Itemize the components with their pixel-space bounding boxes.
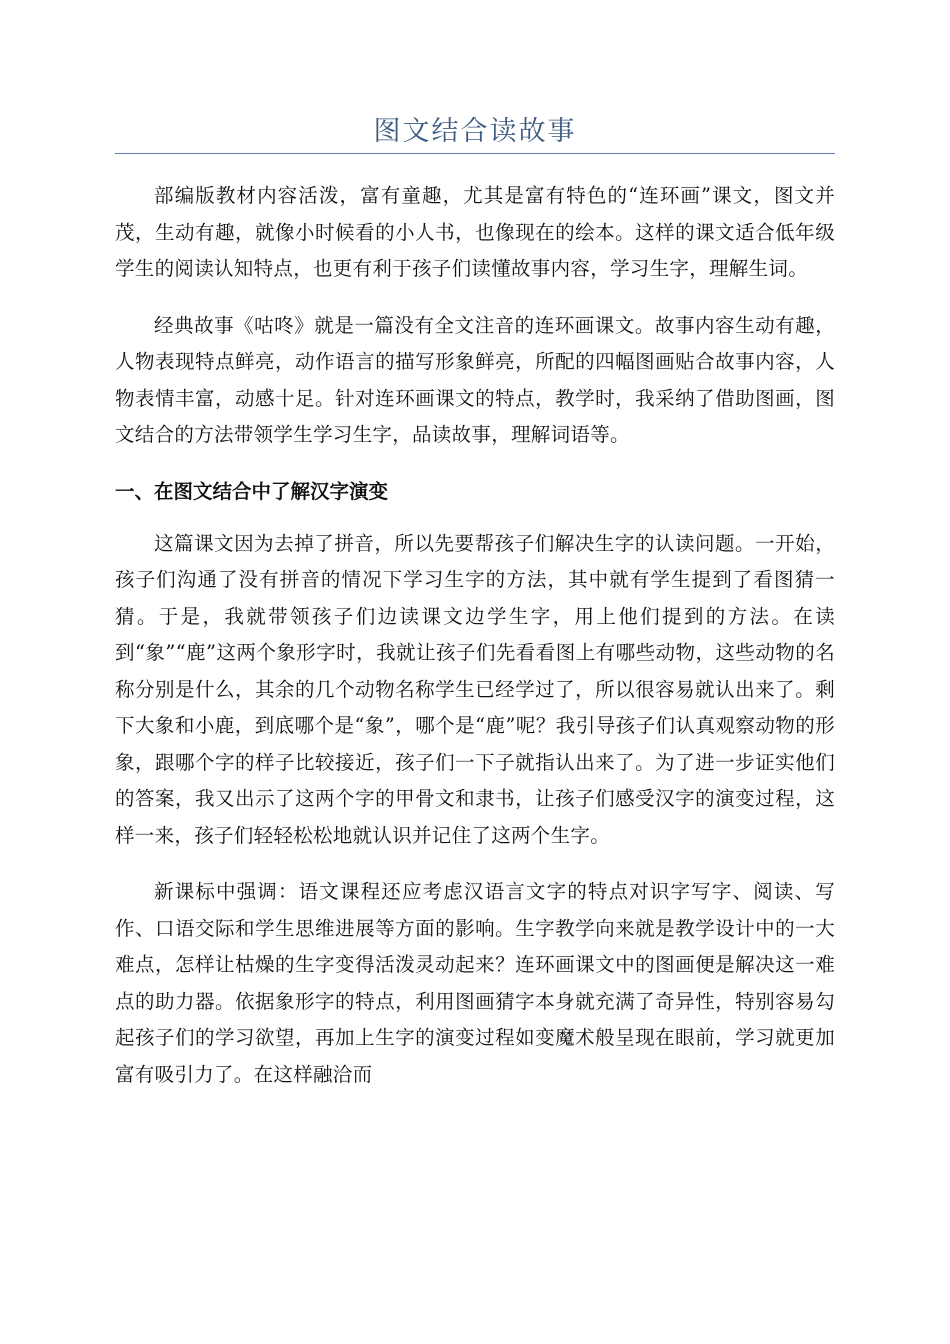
section-heading-1: 一、在图文结合中了解汉字演变 xyxy=(115,479,389,503)
section1-paragraph-2: 新课标中强调：语文课程还应考虑汉语言文字的特点对识字写字、阅读、写作、口语交际和学生思维进展等方面的影响。生字教学向来就是教学设计中的一大难点，怎样让枯燥的生字变得活泼灵动起来？连环画课文中的图画便是解决这一难点的助力器。依据象形字的特点，利用图画猜字本身就充满了奇异性，特别容易勾起孩子们的学习欲望，再加上生字的演变过程如变魔术般呈现在眼前，学习就更加富有吸引力了。在这样融洽而 xyxy=(115,880,835,1086)
document-title: 图文结合读故事 xyxy=(373,116,577,147)
intro-paragraph-1: 部编版教材内容活泼，富有童趣，尤其是富有特色的“连环画”课文，图文并茂，生动有趣，就像小时候看的小人书，也像现在的绘本。这样的课文适合低年级学生的阅读认知特点，也更有利于孩子们读懂故事内容，学习生字，理解生词。 xyxy=(115,184,835,280)
document-body xyxy=(115,178,835,1113)
intro-paragraph-2: 经典故事《咕咚》就是一篇没有全文注音的连环画课文。故事内容生动有趣，人物表现特点鲜亮，动作语言的描写形象鲜亮，所配的四幅图画贴合故事内容，人物表情丰富，动感十足。针对连环画课文的特点，教学时，我采纳了借助图画，图文结合的方法带领学生学习生字，品读故事，理解词语等。 xyxy=(115,313,835,446)
section1-paragraph-1: 这篇课文因为去掉了拼音，所以先要帮孩子们解决生字的认读问题。一开始，孩子们沟通了没有拼音的情况下学习生字的方法，其中就有学生提到了看图猜一猜。于是，我就带领孩子们边读课文边学生字，用上他们提到的方法。在读到“象”“鹿”这两个象形字时，我就让孩子们先看看图上有哪些动物，这些动物的名称分别是什么，其余的几个动物名称学生已经学过了，所以很容易就认出来了。剩下大象和小鹿，到底哪个是“象”，哪个是“鹿”呢？我引导孩子们认真观察动物的形象，跟哪个字的样子比较接近，孩子们一下子就指认出来了。为了进一步证实他们的答案，我又出示了这两个字的甲骨文和隶书，让孩子们感受汉字的演变过程，这样一来，孩子们轻轻松松地就认识并记住了这两个生字。 xyxy=(115,531,835,847)
title-underline xyxy=(115,153,835,154)
